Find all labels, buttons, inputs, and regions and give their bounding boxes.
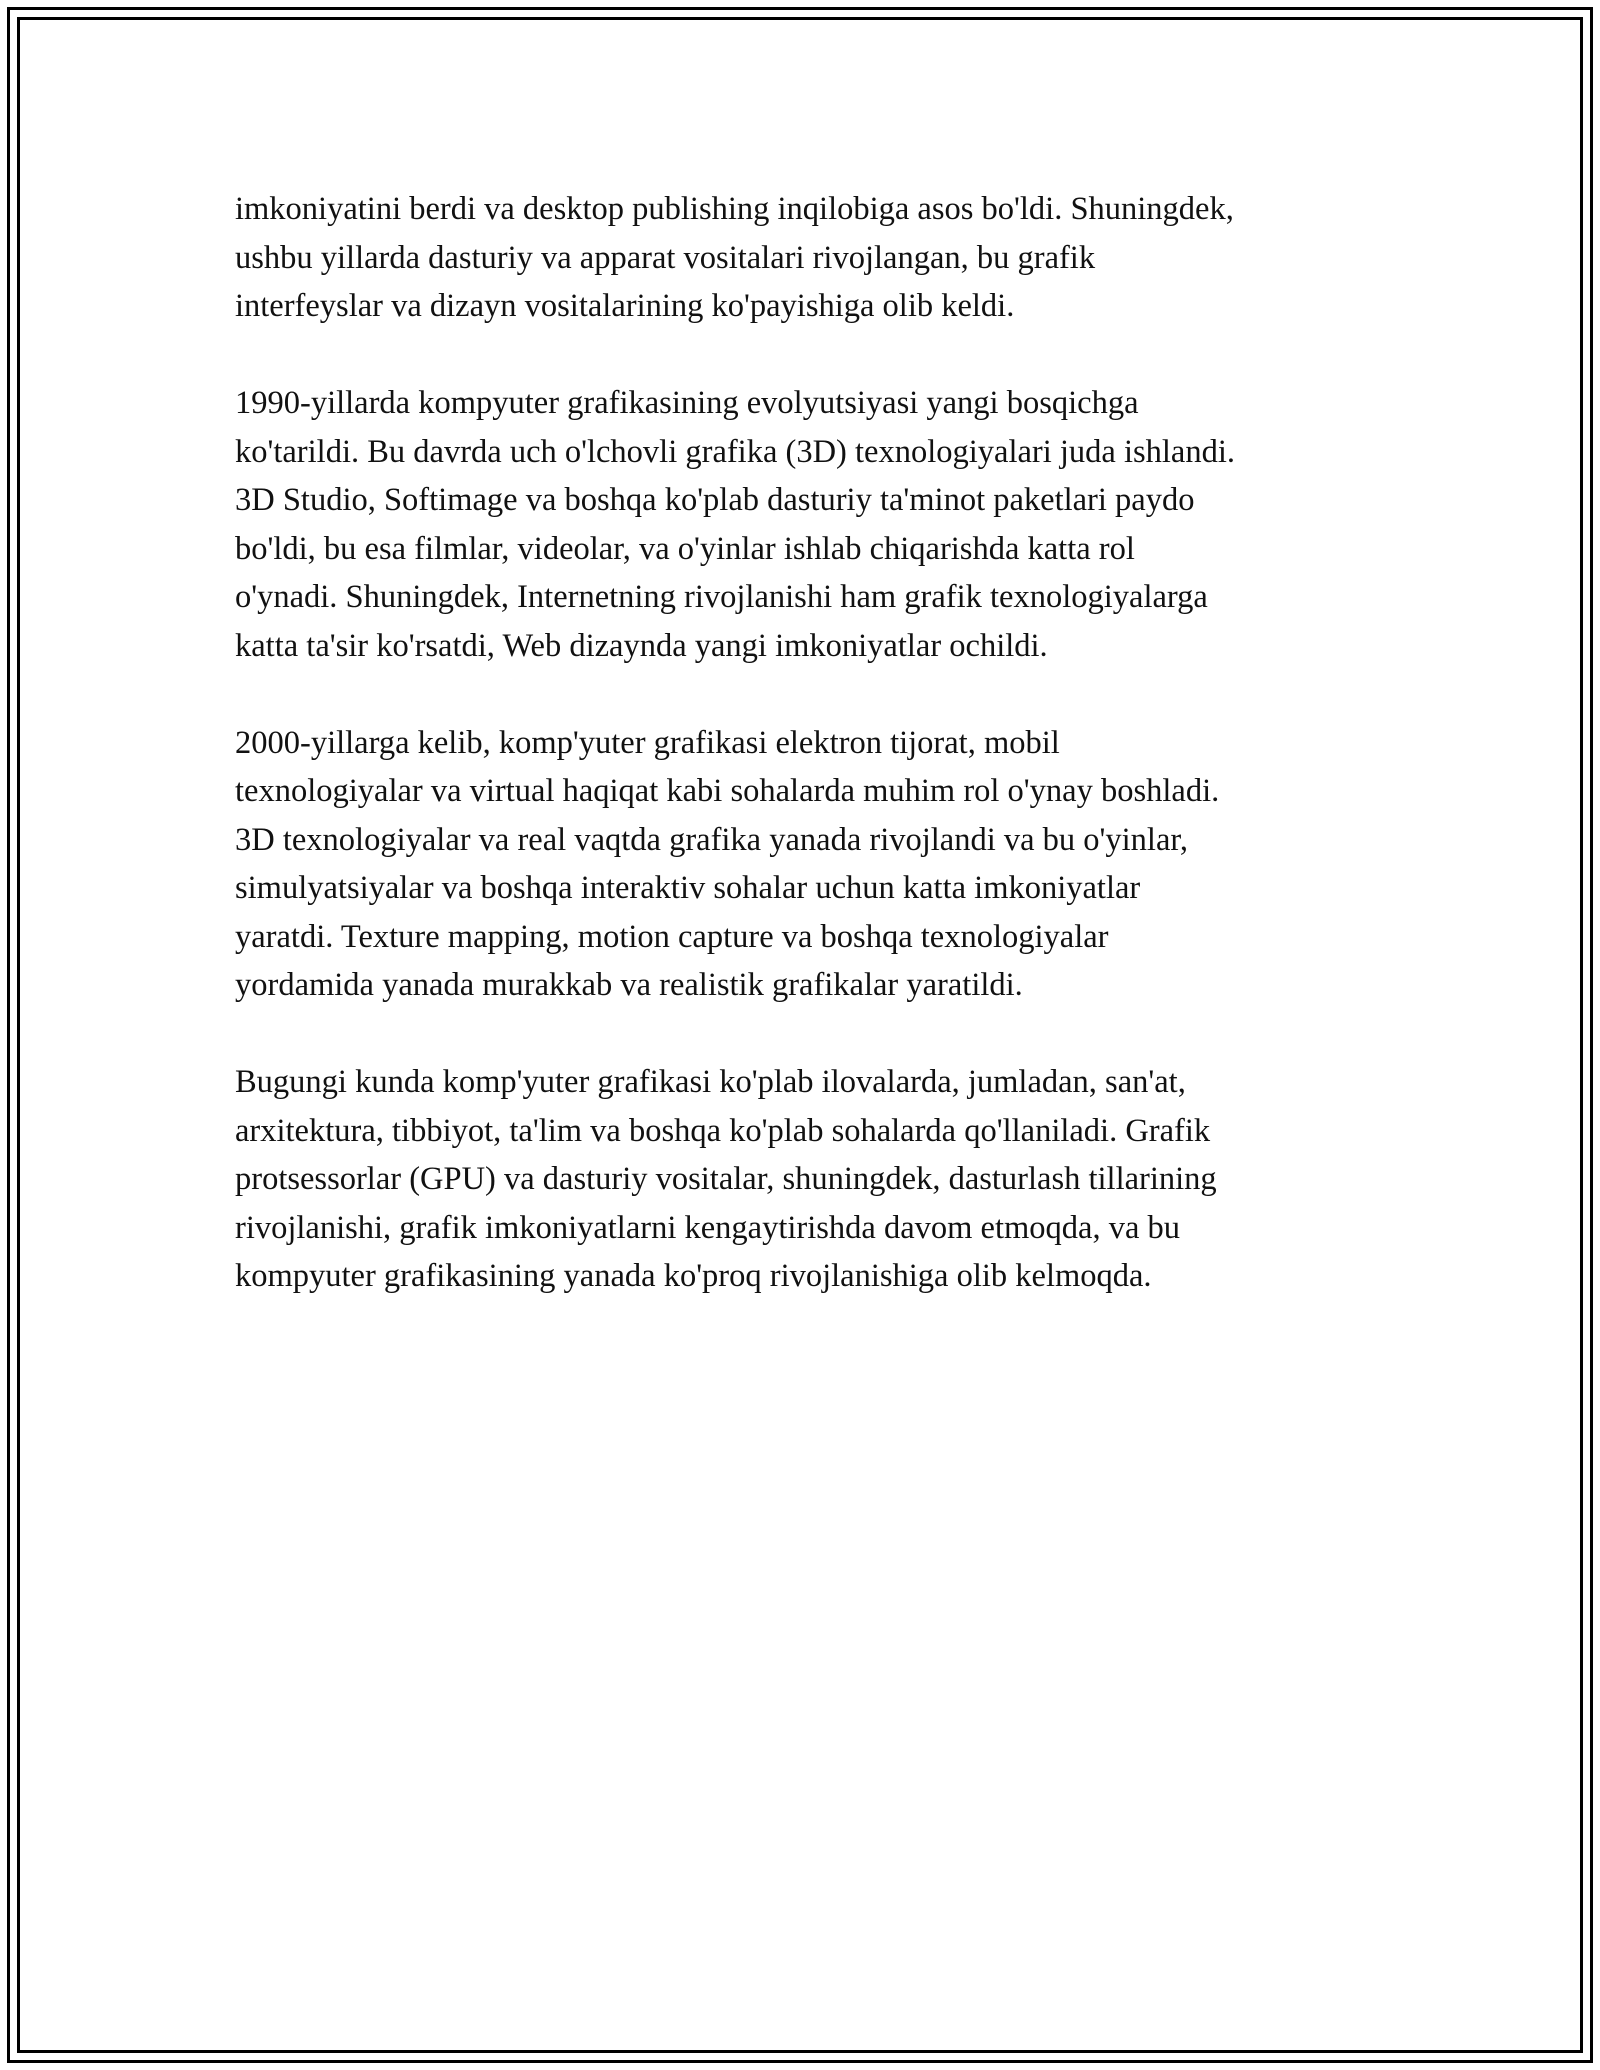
text-line: yordamida yanada murakkab va realistik grafikalar yaratildi. [235,967,1023,1003]
text-line: 1990-yillarda kompyuter grafikasining evolyutsiyasi yangi bosqichga [235,385,1139,421]
text-line: 3D Studio, Softimage va boshqa ko'plab dasturiy ta'minot paketlari paydo [235,482,1195,518]
text-line: ko'tarildi. Bu davrda uch o'lchovli grafika (3D) texnologiyalari juda ishlandi. [235,433,1235,470]
paragraph-2 [235,379,1395,670]
text-line: arxitektura, tibbiyot, ta'lim va boshqa ko'plab sohalarda qo'llaniladi. Grafik [235,1112,1211,1149]
text-line: rivojlanishi, grafik imkoniyatlarni kengaytirishda davom etmoqda, va bu [235,1209,1180,1246]
text-line: texnologiyalar va virtual haqiqat kabi sohalarda muhim rol o'ynay boshladi. [235,773,1220,809]
text-line: imkoniyatini berdi va desktop publishing inqilobiga asos bo'ldi. Shuningdek, [235,191,1234,227]
text-line: kompyuter grafikasining yanada ko'proq rivojlanishiga olib kelmoqda. [235,1258,1152,1294]
text-line: bo'ldi, bu esa filmlar, videolar, va o'yinlar ishlab chiqarishda katta rol [235,530,1135,567]
text-line: ushbu yillarda dasturiy va apparat vositalari rivojlangan, bu grafik [235,239,1096,276]
text-line: yaratdi. Texture mapping, motion capture va boshqa texnologiyalar [235,918,1109,955]
text-line: katta ta'sir ko'rsatdi, Web dizaynda yangi imkoniyatlar ochildi. [235,627,1048,664]
text-line: interfeyslar va dizayn vositalarining ko'payishiga olib keldi. [235,288,1015,324]
text-line: protsessorlar (GPU) va dasturiy vositalar, shuningdek, dasturlash tillarining [235,1161,1217,1197]
text-line: o'ynadi. Shuningdek, Internetning rivojlanishi ham grafik texnologiyalarga [235,579,1208,615]
text-line: simulyatsiyalar va boshqa interaktiv sohalar uchun katta imkoniyatlar [235,870,1141,906]
text-line: 2000-yillarga kelib, komp'yuter grafikasi elektron tijorat, mobil [235,724,1060,761]
paragraph-3 [235,719,1395,1010]
paragraph-4 [235,1058,1395,1301]
text-line: Bugungi kunda komp'yuter grafikasi ko'plab ilovalarda, jumladan, san'at, [235,1064,1186,1100]
paragraph-1 [235,185,1395,331]
document-body [235,185,1395,1349]
text-line: 3D texnologiyalar va real vaqtda grafika yanada rivojlandi va bu o'yinlar, [235,821,1189,858]
